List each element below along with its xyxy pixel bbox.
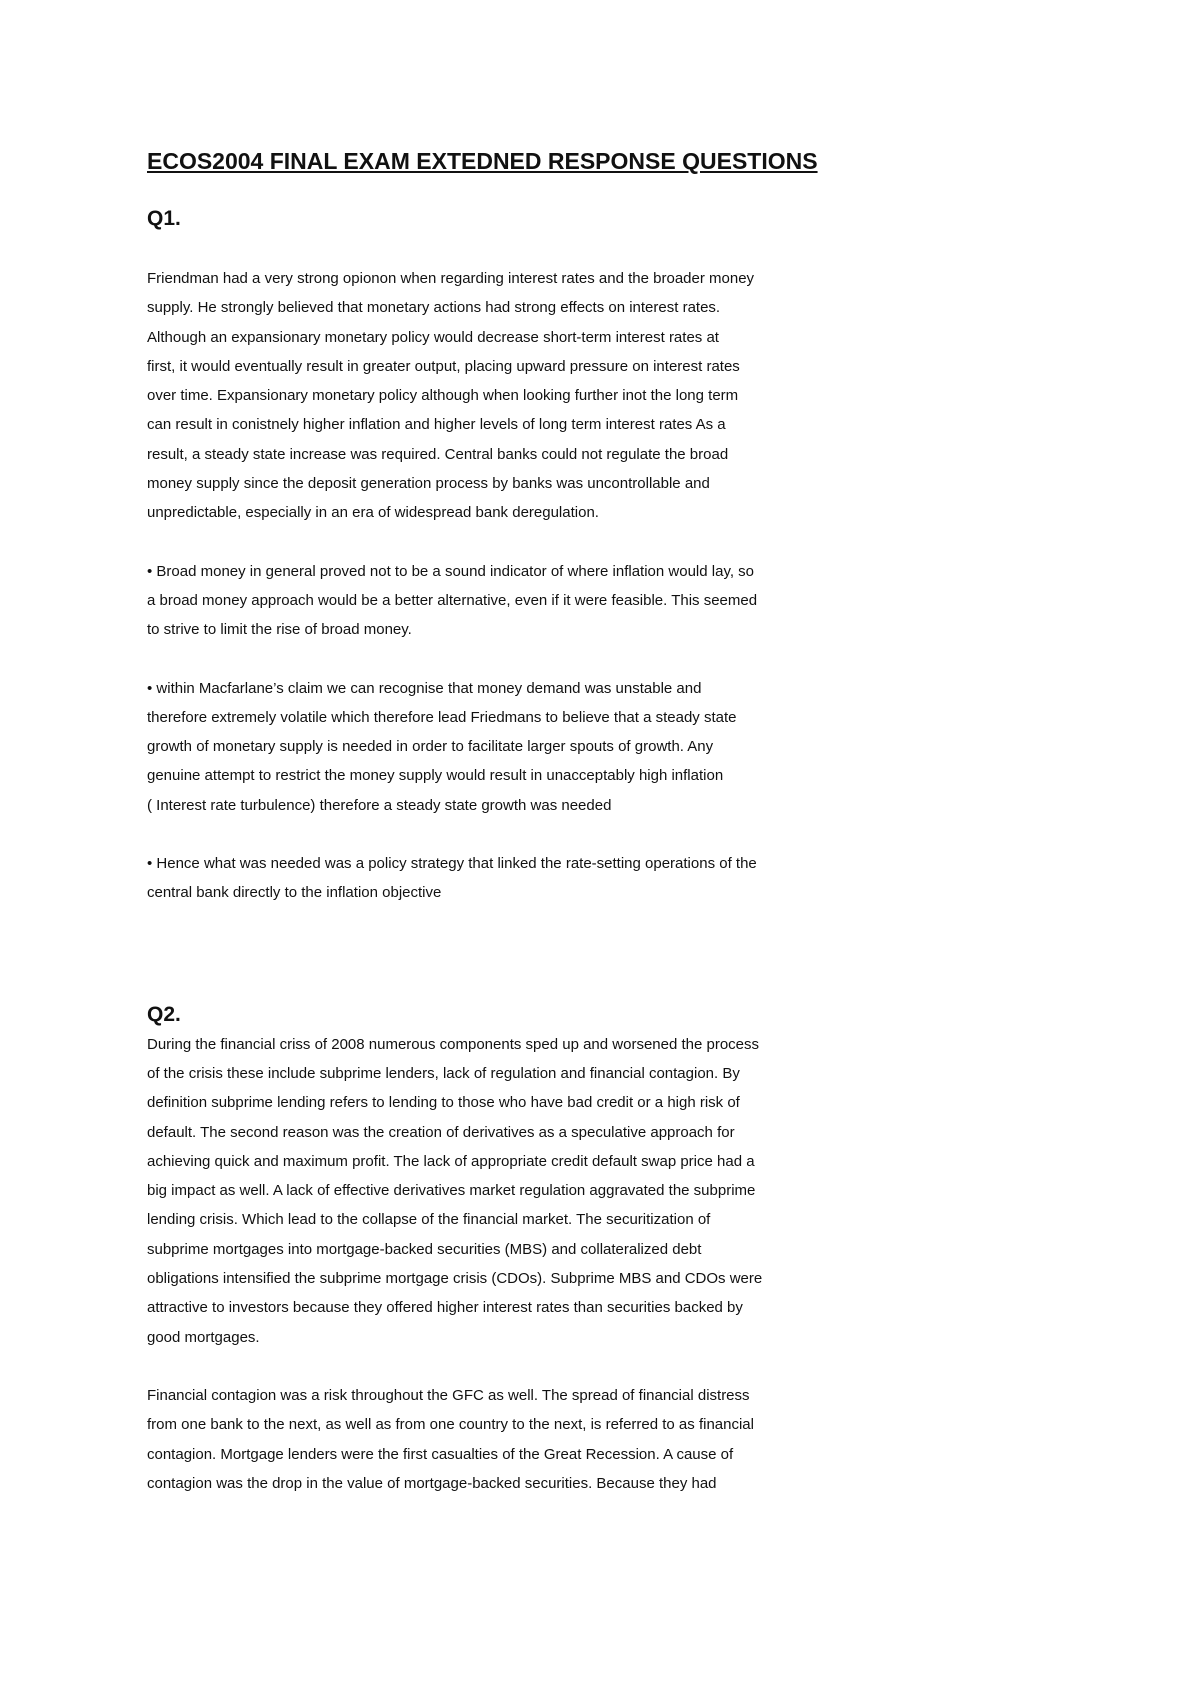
text-line: Although an expansionary monetary policy would decrease short-term interest rates at <box>147 328 719 346</box>
text-line: definition subprime lending refers to lending to those who have bad credit or a high risk of <box>147 1094 740 1112</box>
q1-bullet-1 <box>147 557 1087 645</box>
question-2-heading: Q2. <box>147 1002 181 1026</box>
text-line: lending crisis. Which lead to the collapse of the financial market. The securitization of <box>147 1211 711 1229</box>
text-line: genuine attempt to restrict the money supply would result in unacceptably high inflation <box>147 767 724 785</box>
text-line: unpredictable, especially in an era of widespread bank deregulation. <box>147 504 599 522</box>
text-line: achieving quick and maximum profit. The lack of appropriate credit default swap price had a <box>147 1152 755 1170</box>
text-line: from one bank to the next, as well as from one country to the next, is referred to as financial <box>147 1416 754 1434</box>
text-line: big impact as well. A lack of effective derivatives market regulation aggravated the subprime <box>147 1182 756 1200</box>
text-line: subprime mortgages into mortgage-backed securities (MBS) and collateralized debt <box>147 1240 702 1258</box>
text-line: contagion. Mortgage lenders were the first casualties of the Great Recession. A cause of <box>147 1445 734 1463</box>
text-line: During the financial criss of 2008 numerous components sped up and worsened the process <box>147 1035 760 1053</box>
text-line: result, a steady state increase was required. Central banks could not regulate the broad <box>147 445 729 463</box>
text-line: therefore extremely volatile which therefore lead Friedmans to believe that a steady state <box>147 708 737 726</box>
text-line: can result in conistnely higher inflation and higher levels of long term interest rates As a <box>147 416 726 434</box>
q1-bullet-2 <box>147 674 1087 820</box>
text-line: to strive to limit the rise of broad money. <box>147 621 412 639</box>
text-line: obligations intensified the subprime mortgage crisis (CDOs). Subprime MBS and CDOs were <box>147 1270 763 1288</box>
text-line: Friendman had a very strong opionon when regarding interest rates and the broader money <box>147 270 755 287</box>
q2-paragraph-2 <box>147 1381 1087 1498</box>
document-title: ECOS2004 FINAL EXAM EXTEDNED RESPONSE QUESTIONS <box>147 148 818 174</box>
q1-paragraph-1 <box>147 264 1087 528</box>
text-line: growth of monetary supply is needed in order to facilitate larger spouts of growth. Any <box>147 738 714 756</box>
text-line: default. The second reason was the creation of derivatives as a speculative approach for <box>147 1123 735 1141</box>
text-line: central bank directly to the inflation objective <box>147 884 442 902</box>
text-line: Financial contagion was a risk throughout the GFC as well. The spread of financial distress <box>147 1386 750 1404</box>
text-line: first, it would eventually result in greater output, placing upward pressure on interest rates <box>147 357 740 375</box>
text-line: supply. He strongly believed that monetary actions had strong effects on interest rates. <box>147 299 721 317</box>
text-line: a broad money approach would be a better alternative, even if it were feasible. This seemed <box>147 591 758 609</box>
text-line: ( Interest rate turbulence) therefore a steady state growth was needed <box>147 796 612 814</box>
text-line: • within Macfarlane’s claim we can recognise that money demand was unstable and <box>147 679 702 697</box>
text-line: • Hence what was needed was a policy strategy that linked the rate-setting operations of the <box>147 855 757 873</box>
q2-paragraph-1 <box>147 1030 1087 1352</box>
text-line: • Broad money in general proved not to be a sound indicator of where inflation would lay, so <box>147 562 755 580</box>
text-line: of the crisis these include subprime lenders, lack of regulation and financial contagion. By <box>147 1064 740 1082</box>
document-page <box>147 146 1087 1527</box>
question-1-heading: Q1. <box>147 207 181 230</box>
text-line: money supply since the deposit generation process by banks was uncontrollable and <box>147 475 710 493</box>
text-line: good mortgages. <box>147 1328 260 1346</box>
text-line: contagion was the drop in the value of mortgage-backed securities. Because they had <box>147 1474 717 1492</box>
q1-bullet-3 <box>147 849 1087 908</box>
text-line: attractive to investors because they offered higher interest rates than securities backed by <box>147 1299 743 1317</box>
text-line: over time. Expansionary monetary policy although when looking further inot the long term <box>147 387 739 405</box>
